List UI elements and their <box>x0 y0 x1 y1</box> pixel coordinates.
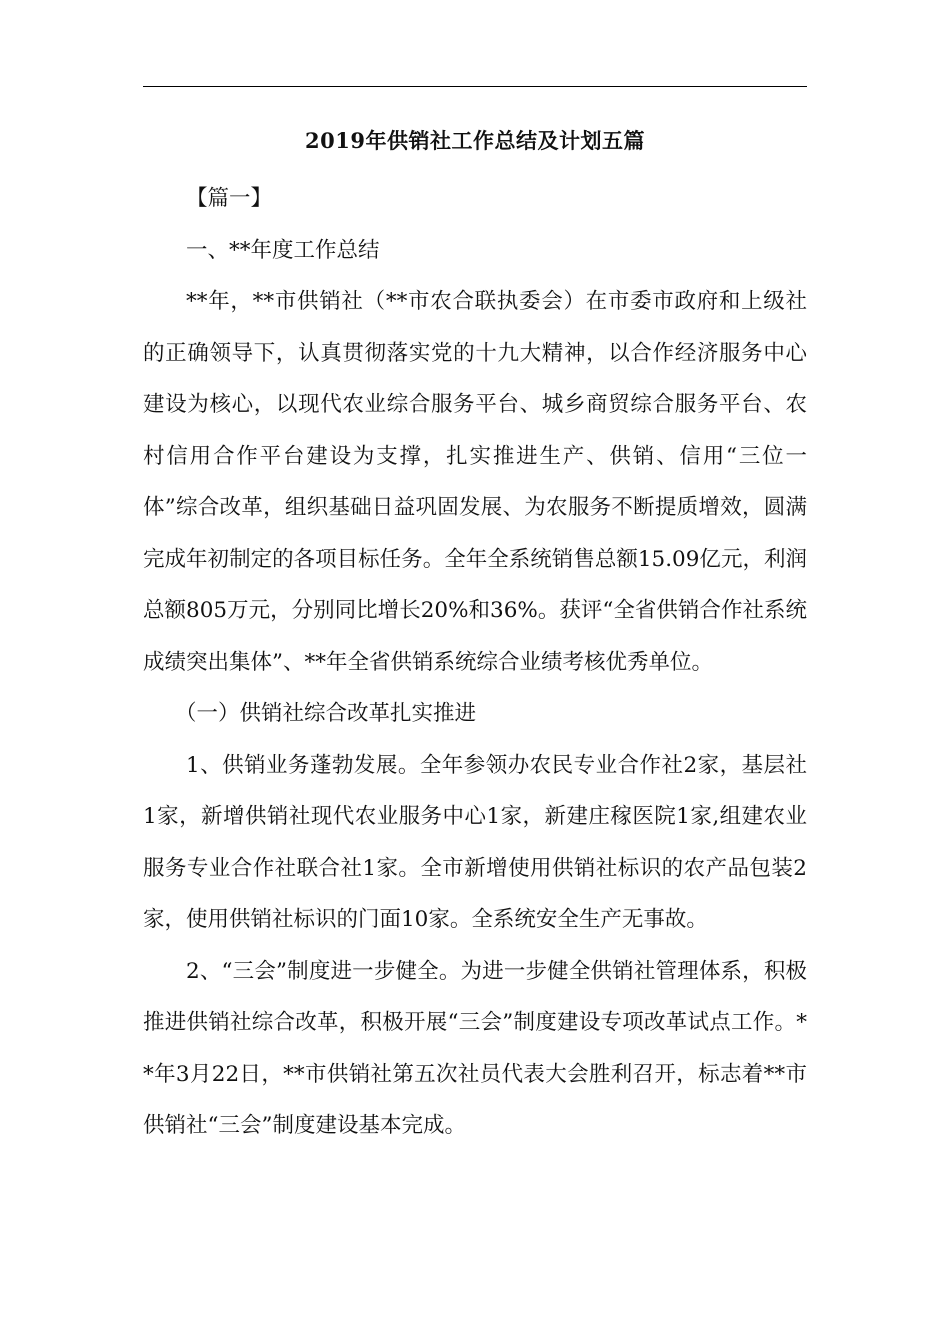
document-title: 2019年供销社工作总结及计划五篇 <box>305 128 645 153</box>
summary-paragraph: **年，**市供销社（**市农合联执委会）在市委市政府和上级社的正确领导下，认真贯彻落实党的十九大精神，以合作经济服务中心建设为核心，以现代农业综合服务平台、城乡商贸综合服务平台、农村信用合作平台建设为支撑，扎实推进生产、供销、信用“三位一体”综合改革，组织基础日益巩固发展、为农服务不断提质增效，圆满完成年初制定的各项目标任务。全年全系统销售总额15.09亿元，利润总额805万元，分别同比增长20%和36%。获评“全省供销合作社系统成绩突出集体”、**年全省供销系统综合业绩考核优秀单位。 <box>143 289 807 675</box>
subsection-heading: （一）供销社综合改革扎实推进 <box>175 701 477 726</box>
item-paragraph-2: 2、“三会”制度进一步健全。为进一步健全供销社管理体系，积极推进供销社综合改革，积极开展“三会”制度建设专项改革试点工作。**年3月22日，**市供销社第五次社员代表大会胜利召开，标志着**市供销社“三会”制度建设基本完成。 <box>143 958 807 1138</box>
item-paragraph-1: 1、供销业务蓬勃发展。全年参领办农民专业合作社2家，基层社1家，新增供销社现代农业服务中心1家，新建庄稼医院1家,组建农业服务专业合作社联合社1家。全市新增使用供销社标识的农产品包装2家，使用供销社标识的门面10家。全系统安全生产无事故。 <box>143 752 807 932</box>
header-rule <box>143 86 807 87</box>
section-heading: 一、**年度工作总结 <box>186 237 380 263</box>
document-body <box>143 173 807 1152</box>
part-heading: 【篇一】 <box>186 186 273 211</box>
